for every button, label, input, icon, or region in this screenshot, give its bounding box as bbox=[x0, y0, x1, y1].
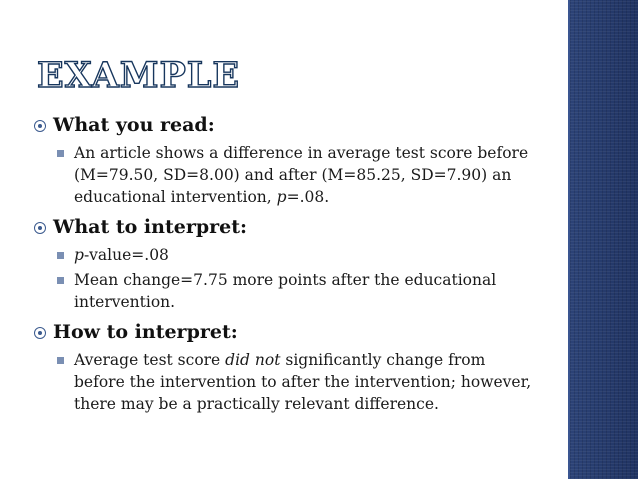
section-how-to-interpret bbox=[34, 319, 540, 415]
section-heading-text: What to interpret: bbox=[53, 216, 247, 238]
slide-title: EXAMPLE bbox=[37, 55, 241, 96]
section-what-to-interpret bbox=[34, 214, 540, 313]
italic-p-symbol: p bbox=[276, 188, 287, 206]
circle-bullet-icon bbox=[34, 327, 46, 339]
section-heading bbox=[34, 112, 540, 139]
list-item bbox=[57, 269, 540, 313]
circle-bullet-icon bbox=[34, 120, 46, 132]
square-bullet-icon bbox=[57, 357, 64, 364]
section-heading bbox=[34, 319, 540, 346]
square-bullet-icon bbox=[57, 277, 64, 284]
text-segment: Mean change=7.75 more points after the educational intervention. bbox=[74, 271, 497, 311]
section-heading-text: What you read: bbox=[53, 114, 215, 136]
section-heading bbox=[34, 214, 540, 241]
italic-p-symbol: p bbox=[74, 246, 84, 264]
square-bullet-icon bbox=[57, 252, 64, 259]
list-item-text bbox=[74, 269, 540, 313]
list-item bbox=[57, 349, 540, 415]
list-item bbox=[57, 142, 540, 208]
text-segment: significantly change from before the intervention to after the intervention; however, there may be a practically relevant difference. bbox=[74, 351, 532, 413]
section-heading-text: How to interpret: bbox=[53, 321, 238, 343]
italic-text-segment: did not bbox=[225, 351, 281, 369]
decorative-side-band bbox=[570, 0, 638, 479]
list-item-text bbox=[74, 142, 540, 208]
text-segment: -value=.08 bbox=[83, 246, 169, 264]
text-segment: =.08. bbox=[286, 188, 330, 206]
text-segment: Average test score bbox=[74, 351, 226, 369]
circle-bullet-icon bbox=[34, 222, 46, 234]
list-item-text bbox=[74, 349, 540, 415]
section-what-you-read bbox=[34, 112, 540, 208]
square-bullet-icon bbox=[57, 150, 64, 157]
list-item-text bbox=[74, 244, 540, 266]
list-item bbox=[57, 244, 540, 266]
slide-content bbox=[34, 112, 540, 421]
text-segment: An article shows a difference in average test score before (M=79.50, SD=8.00) and after (M=85.25, SD=7.90) an educational intervention, bbox=[74, 144, 529, 206]
